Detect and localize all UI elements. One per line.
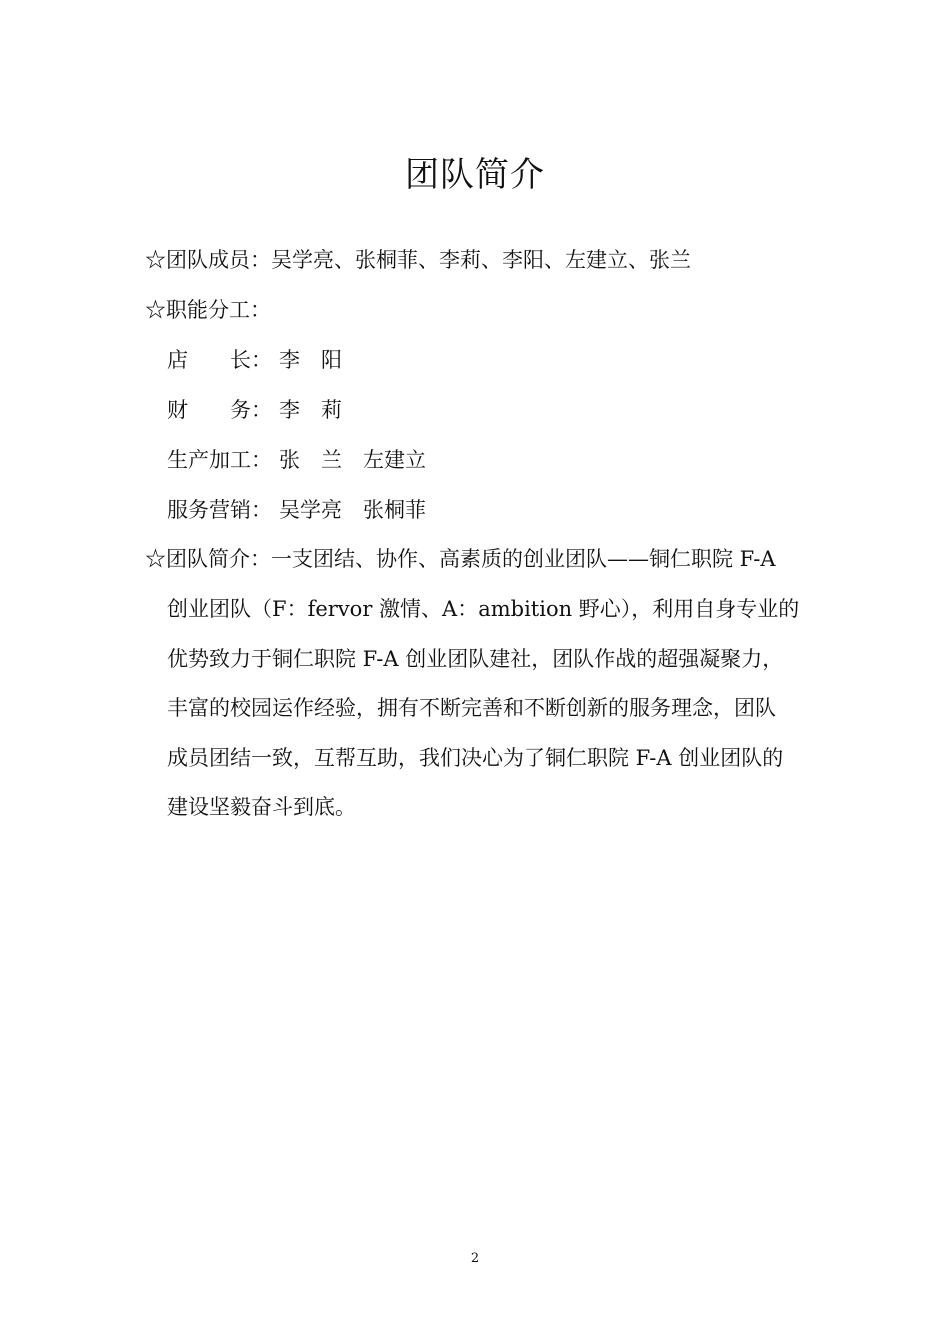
role-row-store-manager: [167, 345, 342, 375]
intro-line: 成员团结一致，互帮互助，我们决心为了铜仁职院 F-A 创业团队的: [167, 746, 784, 770]
role-label: 生产加工：: [167, 448, 272, 472]
role-value: 李 阳: [279, 348, 342, 372]
intro-line: 建设坚毅奋斗到底。: [167, 795, 356, 819]
page-number: 2: [470, 1251, 480, 1266]
role-row-production: [167, 445, 426, 475]
intro-first-line: ☆团队简介：一支团结、协作、高素质的创业团队——铜仁职院 F-A: [145, 547, 776, 571]
roles-heading: ☆职能分工：: [145, 298, 271, 322]
role-row-marketing: [167, 495, 426, 525]
role-label: 店 长：: [167, 348, 272, 372]
role-value: 吴学亮 张桐菲: [279, 498, 426, 522]
role-value: 张 兰 左建立: [279, 448, 426, 472]
page-title: 团队简介: [405, 155, 545, 195]
intro-line: 优势致力于铜仁职院 F-A 创业团队建社，团队作战的超强凝聚力，: [167, 647, 784, 671]
role-label: 财 务：: [167, 398, 272, 422]
role-label: 服务营销：: [167, 498, 272, 522]
role-value: 李 莉: [279, 398, 342, 422]
intro-line: 创业团队（F：fervor 激情、A：ambition 野心），利用自身专业的: [167, 597, 800, 621]
intro-line: 丰富的校园运作经验，拥有不断完善和不断创新的服务理念，团队: [167, 696, 776, 720]
role-row-finance: [167, 395, 342, 425]
members-line: ☆团队成员：吴学亮、张桐菲、李莉、李阳、左建立、张兰: [145, 248, 691, 272]
